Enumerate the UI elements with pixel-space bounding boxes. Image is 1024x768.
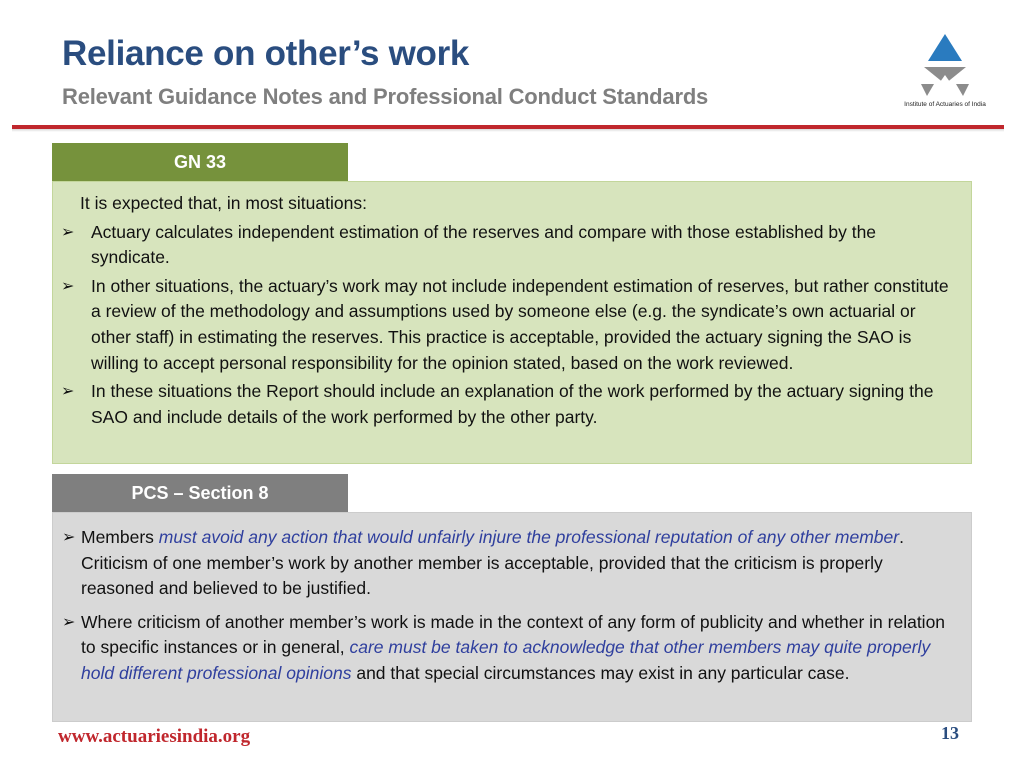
arrow-bullet-icon: ➢: [62, 613, 76, 631]
list-item: [61, 220, 951, 271]
list-item: [61, 610, 953, 687]
gn33-intro: It is expected that, in most situations:: [80, 193, 367, 213]
header-divider-shadow: [12, 129, 1004, 132]
triangle-logo-icon: [919, 32, 971, 100]
bullet-text-pre: Where criticism of another member’s work is made in the context of any form of publicity and whether in relation to specific instances or in general,: [81, 611, 946, 658]
list-item-text: Actuary calculates independent estimation of the reserves and compare with those established by the syndicate.: [91, 221, 877, 268]
pcs-bullet-list: [61, 525, 953, 687]
bullet-text-emphasis: care must be taken to acknowledge that other members may quite properly hold different professional opinions: [81, 637, 931, 683]
pcs-content-box: [52, 512, 972, 722]
list-item: [61, 379, 951, 430]
slide-subtitle: Relevant Guidance Notes and Professional Conduct Standards: [62, 84, 709, 109]
list-item: [61, 525, 953, 602]
bullet-text-emphasis: must avoid any action that would unfairly injure the professional reputation of any other member: [158, 527, 900, 547]
list-item: [61, 274, 951, 376]
logo-text: Institute of Actuaries of India: [904, 101, 986, 108]
page-number: 13: [941, 723, 959, 743]
arrow-bullet-icon: ➢: [61, 223, 75, 241]
bullet-text-post: . Criticism of one member’s work by another member is acceptable, provided that the criticism is properly reasoned and believed to be justified.: [81, 527, 904, 599]
list-item-text: In other situations, the actuary’s work may not include independent estimation of reserves, but rather constitute a review of the methodology and assumptions used by someone else (e.g. the syndicate’s own actuarial or other staff) in estimating the reserves. This practice is acceptable, provided the actuary signing the SAO is willing to accept personal responsibility for the opinion stated, based on the work reviewed.: [91, 275, 949, 373]
slide-title: Reliance on other’s work: [62, 34, 470, 73]
institute-logo: [897, 32, 993, 112]
arrow-bullet-icon: ➢: [62, 529, 76, 546]
gn33-bullet-list: [61, 220, 951, 431]
bullet-text-post: and that special circumstances may exist in any particular case.: [351, 662, 850, 683]
pcs-section8-tab: PCS – Section 8: [52, 474, 348, 512]
bullet-text-pre: Members: [81, 527, 159, 547]
arrow-bullet-icon: ➢: [61, 277, 75, 295]
gn33-tab: GN 33: [52, 143, 348, 181]
list-item-text: In these situations the Report should include an explanation of the work performed by the actuary signing the SAO and include details of the work performed by the other party.: [91, 381, 934, 427]
footer-website-link[interactable]: www.actuariesindia.org: [58, 726, 251, 747]
gn33-content-box: [52, 181, 972, 464]
arrow-bullet-icon: ➢: [61, 383, 75, 401]
